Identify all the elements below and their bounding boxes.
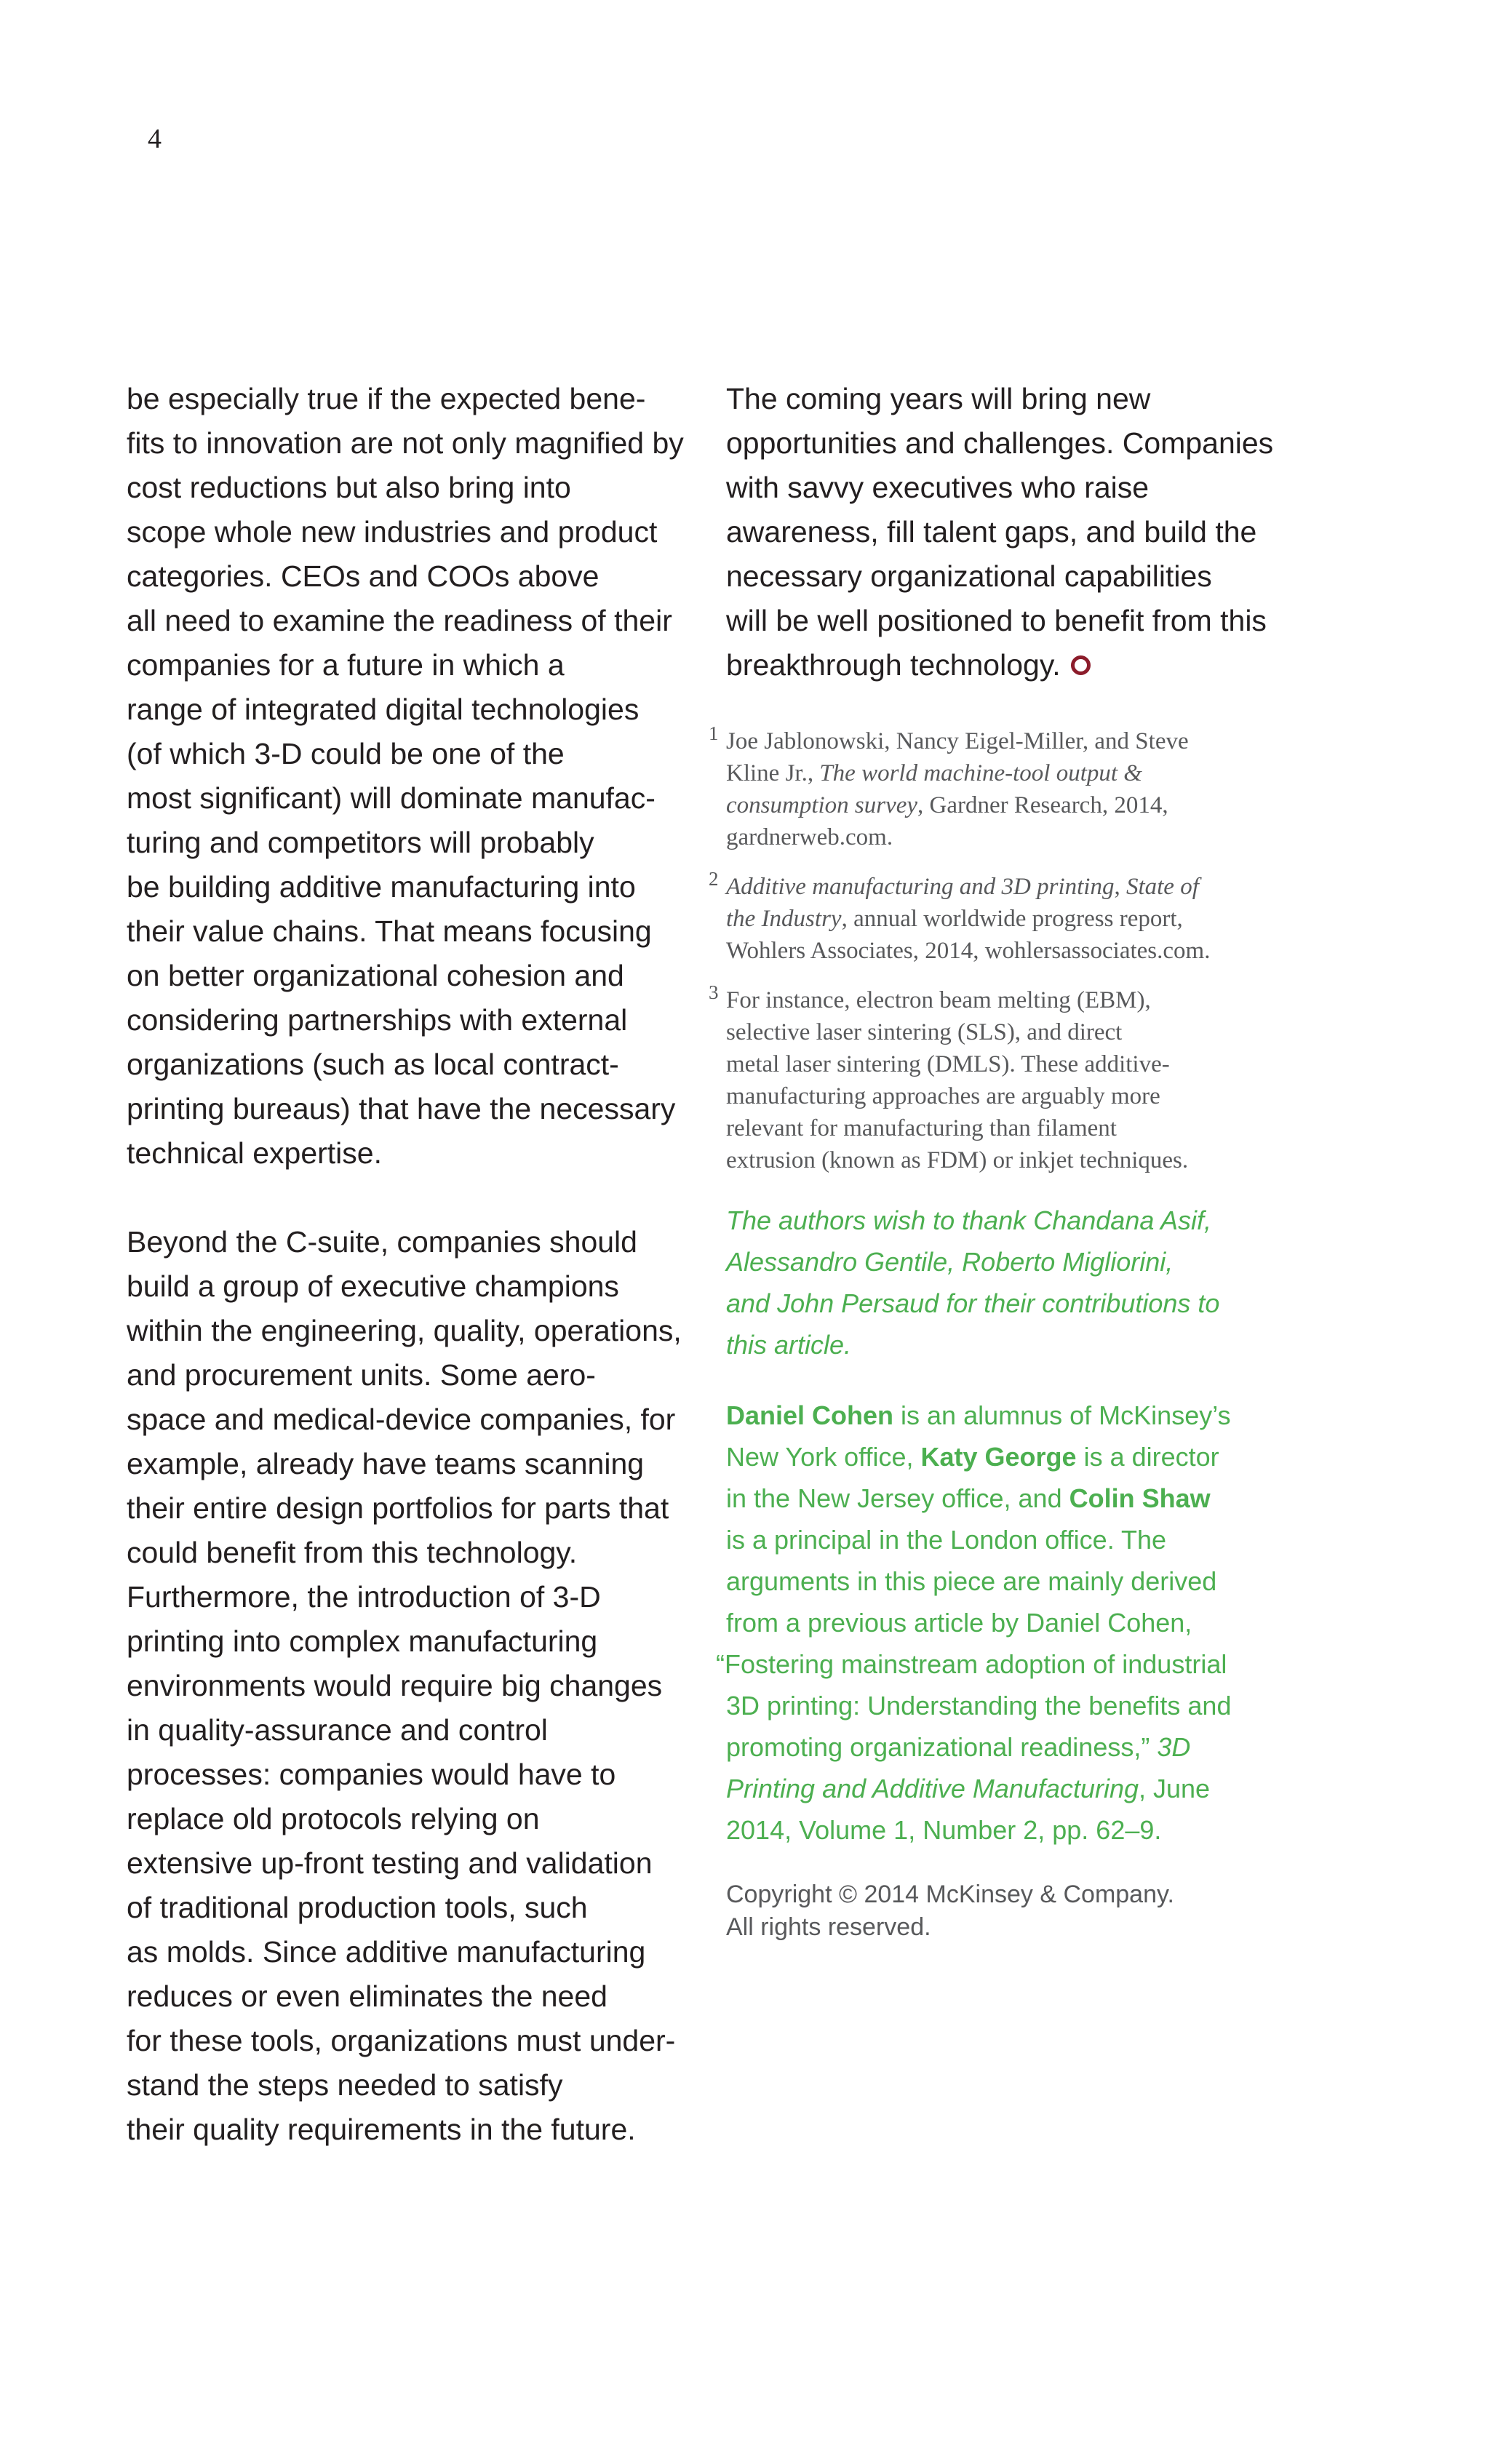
body-text-line: breakthrough technology.: [726, 643, 1308, 687]
body-text-line: stand the steps needed to satisfy: [127, 2068, 563, 2102]
footnote-line: [726, 789, 1308, 821]
body-text-line: reduces or even eliminates the need: [127, 1979, 607, 2013]
body-text-line: Beyond the C-suite, companies should: [127, 1225, 637, 1259]
acknowledgment-line: and John Persaud for their contributions to: [726, 1288, 1220, 1318]
bio-line: [716, 1643, 1308, 1685]
text-run: 3D printing: Understanding the benefits and: [726, 1691, 1232, 1721]
text-run: extrusion (known as FDM) or inkjet techniques.: [726, 1147, 1189, 1173]
acknowledgment-line: The authors wish to thank Chandana Asif,: [726, 1205, 1212, 1235]
italic-text: consumption survey: [726, 792, 918, 818]
text-run: ,: [1114, 874, 1126, 900]
body-text-line: processes: companies would have to: [127, 1758, 616, 1791]
text-run: New York office,: [726, 1442, 921, 1472]
body-text-line: for these tools, organizations must under-: [127, 2024, 676, 2057]
text-run: metal laser sintering (DMLS). These additive-: [726, 1051, 1170, 1077]
body-text-line: awareness, fill talent gaps, and build the: [726, 515, 1257, 549]
author-name: Katy George: [920, 1442, 1077, 1472]
text-run: manufacturing approaches are arguably more: [726, 1083, 1160, 1109]
bio-line: [726, 1478, 1308, 1519]
body-text-line: considering partnerships with external: [127, 1003, 628, 1037]
footnote-line: [726, 1112, 1308, 1144]
text-run: Joe Jablonowski, Nancy Eigel-Miller, and Steve: [726, 728, 1189, 754]
body-text-line: companies for a future in which a: [127, 648, 565, 682]
copyright-line: Copyright © 2014 McKinsey & Company.: [726, 1881, 1174, 1908]
text-run: is a principal in the London office. The: [726, 1525, 1167, 1555]
footnote-line: [726, 984, 1308, 1016]
body-text-line: scope whole new industries and product: [127, 515, 658, 549]
body-text-line: The coming years will bring new: [726, 382, 1151, 415]
text-run: “Fostering mainstream adoption of industrial: [716, 1649, 1227, 1679]
footnote-line: [726, 1144, 1308, 1176]
body-text-line: organizations (such as local contract-: [127, 1048, 619, 1081]
body-text-line: replace old protocols relying on: [127, 1802, 540, 1835]
text-run: Kline Jr.,: [726, 760, 820, 786]
body-paragraph-1: [127, 377, 709, 1176]
footnote-line: [726, 1048, 1308, 1080]
body-text-line: could benefit from this technology.: [127, 1536, 578, 1569]
body-text-line: in quality-assurance and control: [127, 1713, 548, 1747]
body-text-line: be building additive manufacturing into: [127, 870, 636, 904]
footnote-line: [726, 935, 1308, 967]
text-run: 2014, Volume 1, Number 2, pp. 62–9.: [726, 1815, 1162, 1845]
footnote-line: [726, 1016, 1308, 1048]
footnote-number: 3: [709, 981, 719, 1003]
acknowledgment: [726, 1200, 1308, 1365]
end-of-article-icon: [1071, 655, 1091, 675]
text-run: , June: [1139, 1774, 1211, 1803]
body-text-line: will be well positioned to benefit from this: [726, 604, 1267, 637]
body-text-line: range of integrated digital technologies: [127, 693, 640, 726]
text-run: For instance, electron beam melting (EBM),: [726, 987, 1151, 1013]
body-text-line: environments would require big changes: [127, 1669, 663, 1702]
bio-line: [726, 1602, 1308, 1643]
body-text-line: of traditional production tools, such: [127, 1891, 588, 1924]
page-number: 4: [148, 124, 162, 154]
body-text-line: printing into complex manufacturing: [127, 1624, 598, 1658]
footnote: [709, 722, 1308, 853]
copyright-line: All rights reserved.: [726, 1913, 931, 1941]
copyright-notice: [726, 1878, 1308, 1944]
text-run: , annual worldwide progress report,: [841, 906, 1183, 932]
author-name: Daniel Cohen: [726, 1400, 894, 1430]
bio-line: [726, 1809, 1308, 1851]
author-name: Colin Shaw: [1069, 1483, 1211, 1513]
body-text-line: fits to innovation are not only magnified by: [127, 426, 684, 460]
body-text-line: (of which 3-D could be one of the: [127, 737, 565, 770]
body-text-line: necessary organizational capabilities: [726, 559, 1212, 593]
italic-text: the Industry: [726, 906, 842, 932]
body-paragraph-2: [127, 1220, 709, 2152]
body-text-line: and procurement units. Some aero-: [127, 1358, 596, 1392]
bio-line: [726, 1560, 1308, 1602]
bio-line: [726, 1685, 1308, 1726]
body-text-line: their entire design portfolios for parts that: [127, 1491, 669, 1525]
body-text-line: space and medical-device companies, for: [127, 1403, 676, 1436]
text-run: is an alumnus of McKinsey’s: [893, 1400, 1231, 1430]
text-run: , Gardner Research, 2014,: [917, 792, 1168, 818]
left-column: [127, 377, 709, 2152]
acknowledgment-line: this article.: [726, 1330, 852, 1360]
text-run: is a director: [1076, 1442, 1219, 1472]
text-run: relevant for manufacturing than filament: [726, 1115, 1117, 1141]
body-text-line: turing and competitors will probably: [127, 826, 594, 859]
right-column: [709, 377, 1308, 1944]
author-bio: [716, 1395, 1308, 1851]
body-text-line: technical expertise.: [127, 1136, 382, 1170]
body-text-line: Furthermore, the introduction of 3-D: [127, 1580, 601, 1614]
text-run: promoting organizational readiness,”: [726, 1732, 1158, 1762]
body-text-line: build a group of executive champions: [127, 1269, 619, 1303]
body-text-line: all need to examine the readiness of their: [127, 604, 672, 637]
text-run: from a previous article by Daniel Cohen,: [726, 1608, 1192, 1638]
text-run: arguments in this piece are mainly derived: [726, 1566, 1217, 1596]
body-text-line: their value chains. That means focusing: [127, 914, 652, 948]
footnote: [709, 868, 1308, 967]
body-text-line: most significant) will dominate manufac-: [127, 781, 656, 815]
acknowledgment-line: Alessandro Gentile, Roberto Migliorini,: [726, 1247, 1174, 1277]
text-run: in the New Jersey office, and: [726, 1483, 1069, 1513]
text-run: selective laser sintering (SLS), and direct: [726, 1019, 1123, 1045]
footnote-line: [726, 903, 1308, 935]
body-text-line: be especially true if the expected bene-: [127, 382, 646, 415]
footnote-number: 2: [709, 868, 719, 890]
body-text-line: with savvy executives who raise: [726, 471, 1150, 504]
footnote-number: 1: [709, 722, 719, 744]
italic-text: The world machine-tool output &: [819, 760, 1142, 786]
italic-text: 3D: [1157, 1732, 1191, 1762]
body-text-line: as molds. Since additive manufacturing: [127, 1935, 646, 1969]
body-text-line: printing bureaus) that have the necessary: [127, 1092, 676, 1125]
bio-line: [726, 1395, 1308, 1436]
italic-text: State of: [1126, 874, 1199, 900]
body-text-line: extensive up-front testing and validation: [127, 1846, 653, 1880]
body-text-line: their quality requirements in the future.: [127, 2113, 636, 2146]
footnote: [709, 981, 1308, 1176]
italic-text: Printing and Additive Manufacturing: [726, 1774, 1139, 1803]
bio-line: [726, 1726, 1308, 1768]
bio-line: [726, 1436, 1308, 1478]
body-text-line: opportunities and challenges. Companies: [726, 426, 1274, 460]
body-text-line: example, already have teams scanning: [127, 1447, 645, 1480]
body-text-line: categories. CEOs and COOs above: [127, 559, 599, 593]
body-text-line: on better organizational cohesion and: [127, 959, 624, 992]
footnotes: [709, 722, 1308, 1176]
bio-line: [726, 1519, 1308, 1560]
body-text-line: within the engineering, quality, operations,: [127, 1314, 682, 1347]
italic-text: Additive manufacturing and 3D printing: [726, 874, 1115, 900]
footnote-line: [726, 757, 1308, 789]
bio-line: [726, 1768, 1308, 1809]
footnote-line: [726, 725, 1308, 757]
body-text-line: cost reductions but also bring into: [127, 471, 571, 504]
closing-paragraph: [726, 377, 1308, 687]
footnote-line: [726, 871, 1308, 903]
paragraph-gap: [127, 1176, 709, 1220]
text-run: gardnerweb.com.: [726, 824, 893, 850]
footnote-line: [726, 1080, 1308, 1112]
text-run: Wohlers Associates, 2014, wohlersassociates.com.: [726, 938, 1211, 964]
footnote-line: [726, 821, 1308, 853]
